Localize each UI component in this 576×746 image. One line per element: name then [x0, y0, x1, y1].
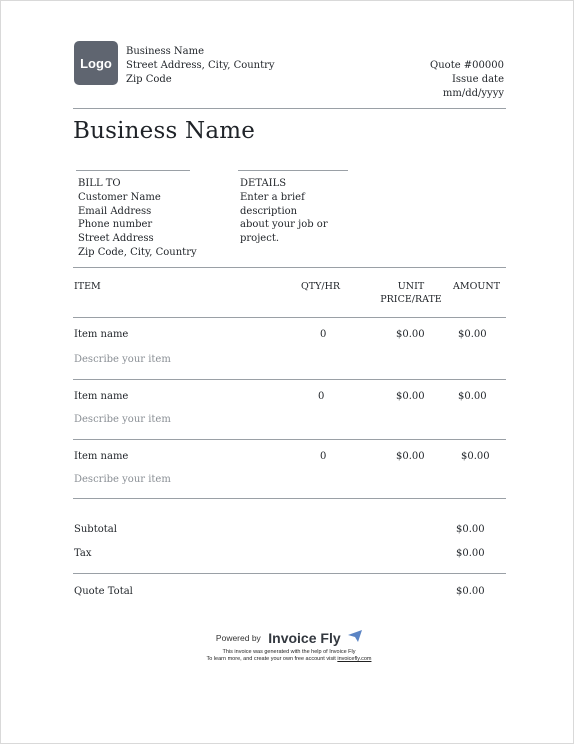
details-block — [240, 177, 360, 246]
item-qty: 0 — [320, 329, 327, 340]
table-top-divider — [73, 267, 506, 268]
powered-by-text: Powered by — [215, 633, 261, 643]
column-header-amount: AMOUNT — [453, 281, 501, 292]
table-bottom-divider — [73, 498, 506, 499]
row-divider — [73, 379, 506, 380]
paper-plane-icon — [348, 629, 362, 647]
item-amount: $0.00 — [458, 391, 487, 402]
details-rule — [238, 170, 348, 171]
business-name-small: Business Name — [126, 46, 205, 57]
column-header-item: ITEM — [74, 281, 101, 292]
quote-total-label: Quote Total — [74, 586, 133, 597]
details-line-1: Enter a brief description — [240, 191, 305, 217]
customer-name: Customer Name — [78, 191, 161, 203]
logo-text: Logo — [80, 55, 112, 71]
bill-to-heading: BILL TO — [78, 178, 121, 189]
item-description: Describe your item — [74, 474, 171, 485]
quote-info-block — [430, 59, 504, 101]
column-header-qty: QTY/HR — [301, 281, 341, 292]
business-street: Street Address, City, Country — [126, 60, 275, 71]
item-price: $0.00 — [396, 451, 425, 462]
unit-header-line-1: UNIT — [397, 281, 425, 292]
item-price: $0.00 — [396, 391, 425, 402]
footer-note-line-2 — [1, 656, 576, 663]
subtotal-label: Subtotal — [74, 524, 117, 535]
invoice-fly-brand: Invoice Fly — [268, 630, 341, 646]
item-name: Item name — [74, 391, 129, 402]
totals-divider — [73, 573, 506, 574]
issue-date-label: Issue date — [451, 74, 504, 85]
row-divider — [73, 439, 506, 440]
quote-total-value: $0.00 — [456, 586, 485, 597]
item-amount: $0.00 — [461, 451, 490, 462]
business-zip: Zip Code — [126, 74, 172, 85]
item-qty: 0 — [320, 451, 327, 462]
bill-to-rule — [76, 170, 190, 171]
bill-to-block — [78, 177, 197, 260]
details-heading: DETAILS — [240, 178, 287, 189]
details-line-2: about your job or — [240, 219, 328, 231]
issue-date-value: mm/dd/yyyy — [442, 88, 504, 99]
footer-note-prefix: To learn more, and create your own free account visit — [206, 656, 338, 662]
item-price: $0.00 — [396, 329, 425, 340]
tax-label: Tax — [74, 548, 92, 559]
item-name: Item name — [74, 329, 129, 340]
subtotal-value: $0.00 — [456, 524, 485, 535]
business-address-block — [126, 45, 275, 87]
table-header-divider — [73, 317, 506, 318]
customer-email: Email Address — [78, 205, 152, 217]
details-line-3: project. — [240, 233, 280, 245]
item-description: Describe your item — [74, 354, 171, 365]
item-amount: $0.00 — [458, 329, 487, 340]
footer-note-line-1: This invoice was generated with the help of Invoice Fly — [222, 649, 356, 655]
powered-by-banner — [1, 629, 576, 647]
header-divider — [73, 108, 506, 109]
customer-zip: Zip Code, City, Country — [78, 246, 197, 258]
unit-header-line-2: PRICE/RATE — [380, 294, 442, 305]
customer-street: Street Address — [78, 233, 154, 245]
item-qty: 0 — [318, 391, 325, 402]
column-header-unit-price — [373, 280, 449, 306]
page-title: Business Name — [73, 118, 256, 144]
item-description: Describe your item — [74, 414, 171, 425]
customer-phone: Phone number — [78, 219, 153, 231]
tax-value: $0.00 — [456, 548, 485, 559]
invoicefly-link[interactable]: invoicefly.com — [337, 656, 372, 662]
logo-placeholder — [74, 41, 118, 85]
quote-number: Quote #00000 — [430, 60, 504, 71]
item-name: Item name — [74, 451, 129, 462]
